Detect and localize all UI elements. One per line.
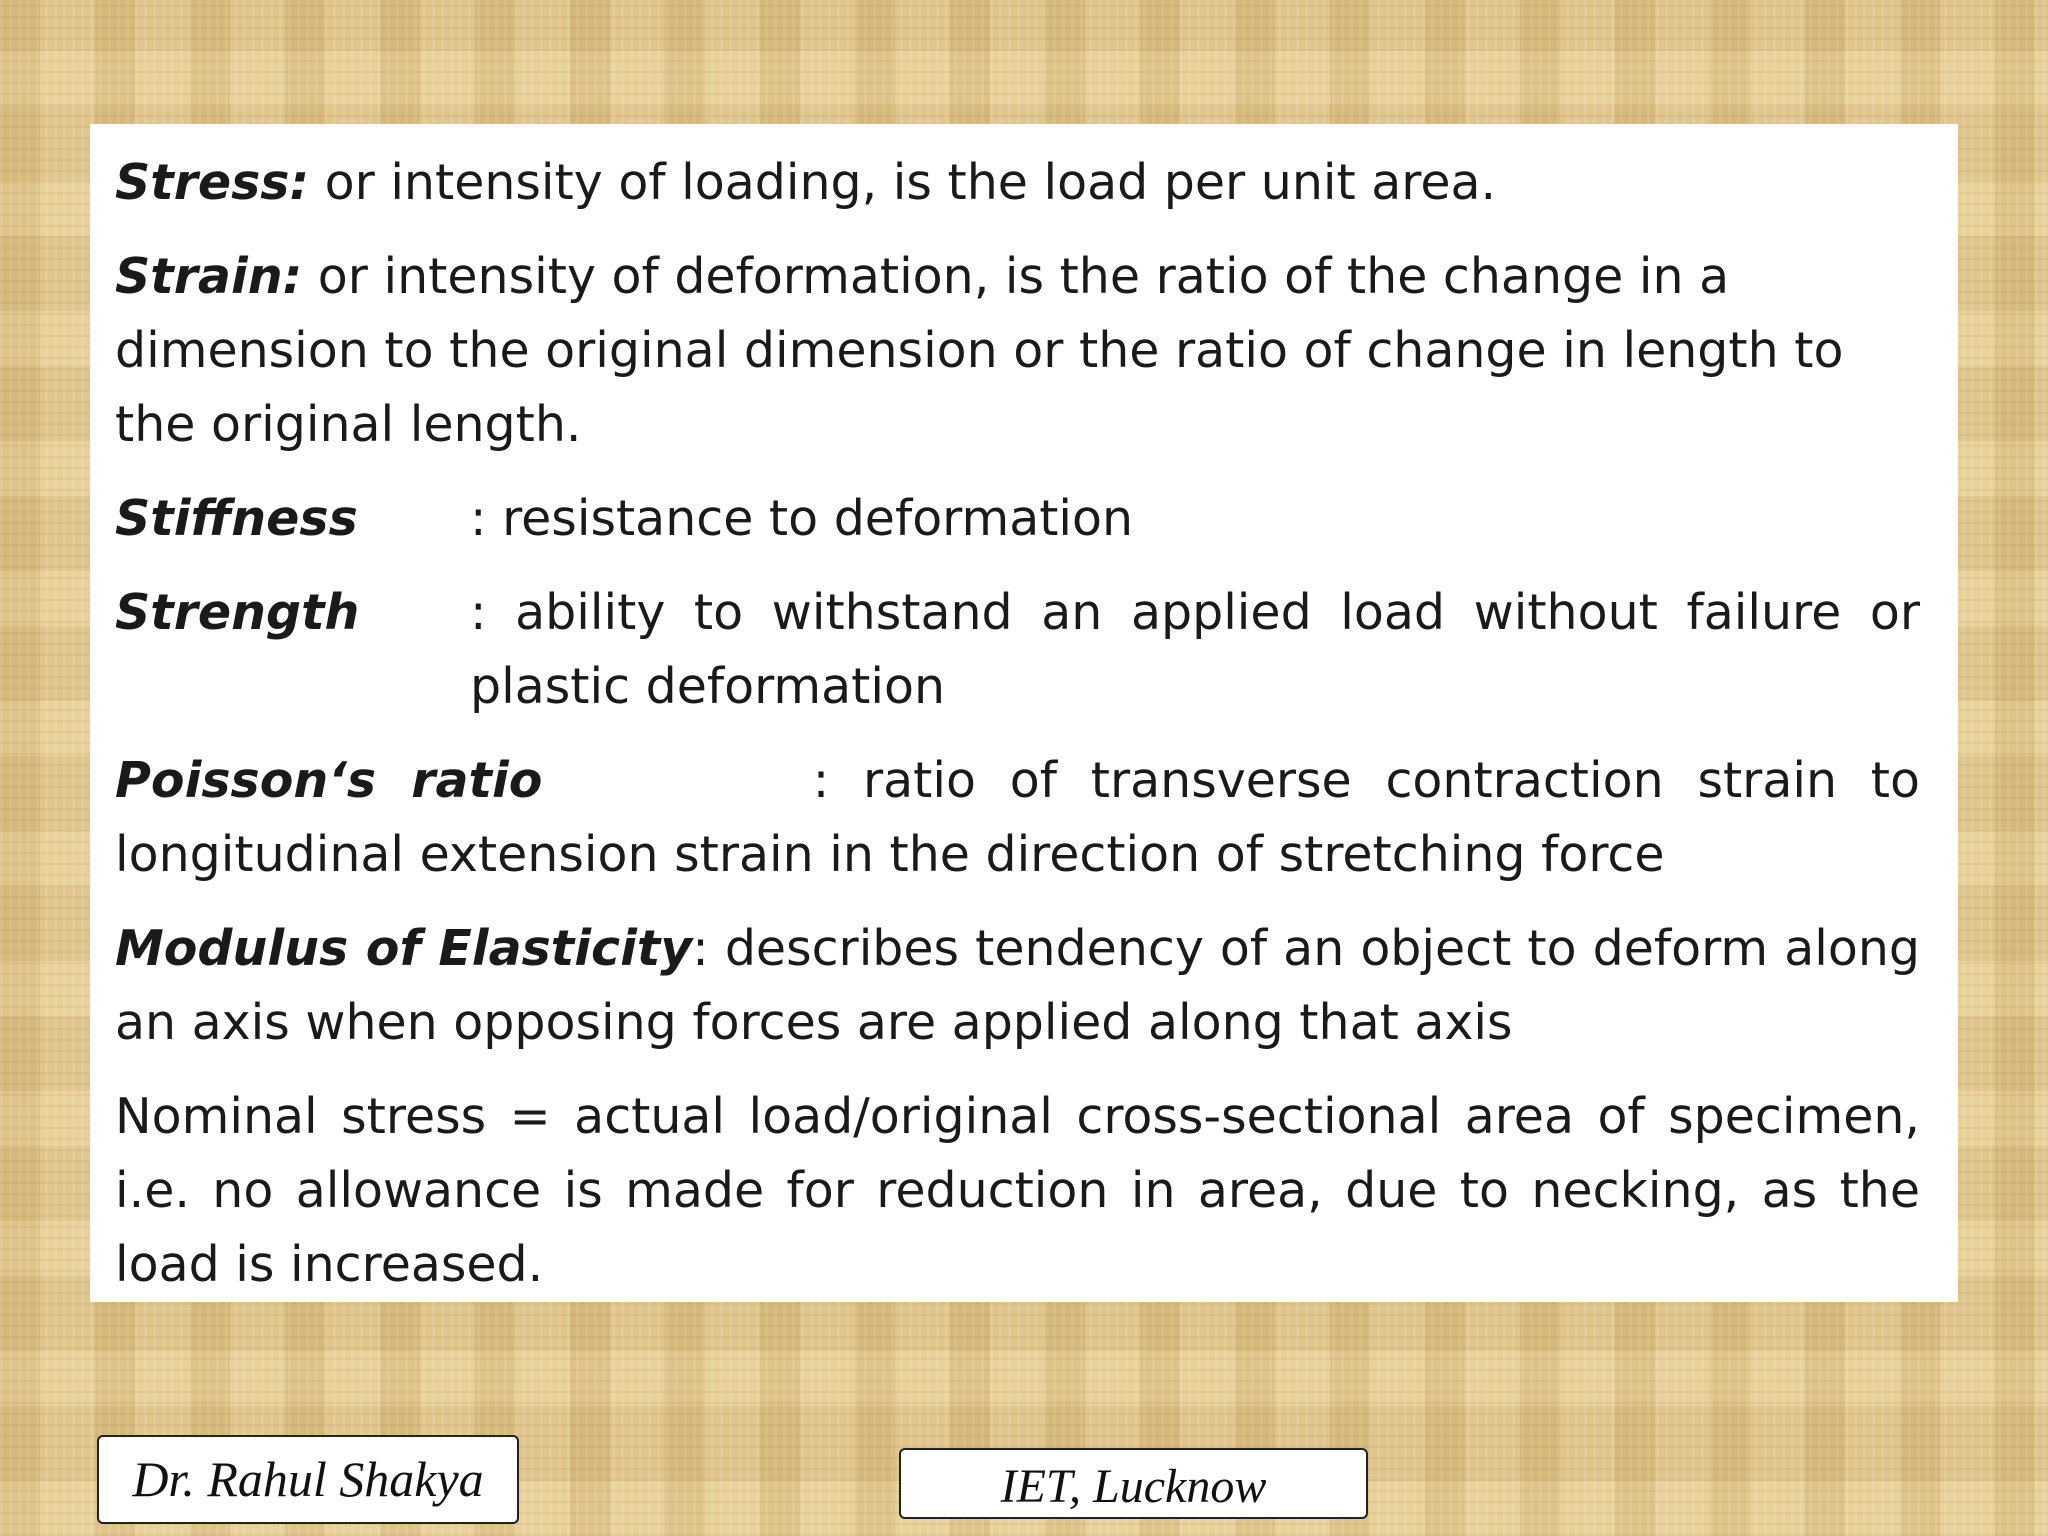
modulus-of-elasticity-definition	[115, 912, 1920, 1060]
poisson-ratio-term: Poisson‘s ratio	[115, 752, 543, 809]
strength-text: : ability to withstand an applied load without failure or plastic deformation	[470, 584, 1920, 715]
strain-definition	[115, 240, 1920, 462]
institution-label: IET, Lucknow	[899, 1448, 1368, 1519]
stiffness-term: Stiffness	[115, 490, 358, 547]
modulus-of-elasticity-term: Modulus of Elasticity	[115, 920, 693, 977]
stiffness-definition	[115, 482, 1920, 556]
author-label: Dr. Rahul Shakya	[97, 1435, 519, 1524]
modulus-of-elasticity-text: : describes tendency of an object to deform along an axis when opposing forces are applied along that axis	[115, 920, 1920, 1051]
stress-term: Stress:	[115, 154, 310, 211]
nominal-stress-paragraph: Nominal stress = actual load/original cross-sectional area of specimen, i.e. no allowance is made for reduction in area, due to necking, as the load is increased.	[115, 1088, 1920, 1293]
slide-content-panel	[90, 124, 1958, 1302]
poisson-ratio-definition	[115, 744, 1920, 892]
strain-text: or intensity of deformation, is the ratio of the change in a dimension to the original dimension or the ratio of change in length to the original length.	[115, 248, 1844, 453]
strength-term: Strength	[115, 584, 360, 641]
stress-text: or intensity of loading, is the load per unit area.	[309, 154, 1497, 211]
strength-definition	[115, 576, 1920, 724]
strain-term: Strain:	[115, 248, 303, 305]
stress-definition	[115, 146, 1920, 220]
poisson-ratio-text: : ratio of transverse contraction strain to longitudinal extension strain in the direction of stretching force	[115, 752, 1920, 883]
stiffness-text: : resistance to deformation	[470, 490, 1134, 547]
